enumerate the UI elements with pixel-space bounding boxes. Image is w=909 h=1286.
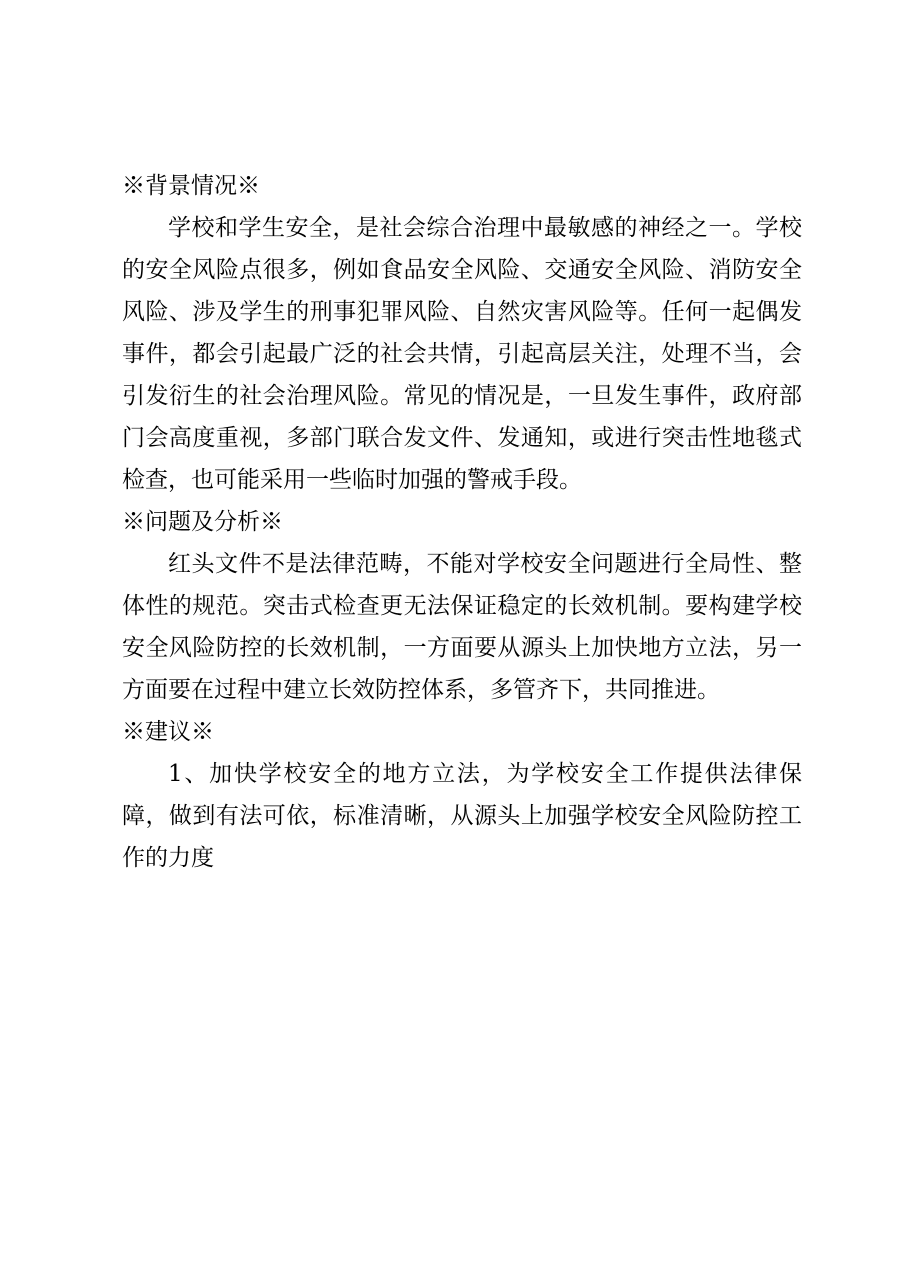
section-heading-background: ※背景情况※ bbox=[122, 173, 260, 199]
paragraph-problem-analysis: 红头文件不是法律范畴，不能对学校安全问题进行全局性、整体性的规范。突击式检查更无法保证稳定的长效机制。要构建学校安全风险防控的长效机制，一方面要从源头上加快地方立法，另一方面要在过程中建立长效防控体系，多管齐下，共同推进。 bbox=[122, 551, 802, 703]
paragraph-suggestion-1: 1、加快学校安全的地方立法，为学校安全工作提供法律保障，做到有法可依，标准清晰，从源头上加强学校安全风险防控工作的力度 bbox=[122, 761, 802, 871]
document-body bbox=[122, 165, 802, 879]
section-heading-suggestions: ※建议※ bbox=[122, 719, 214, 745]
paragraph-background: 学校和学生安全，是社会综合治理中最敏感的神经之一。学校的安全风险点很多，例如食品安全风险、交通安全风险、消防安全风险、涉及学生的刑事犯罪风险、自然灾害风险等。任何一起偶发事件，都会引起最广泛的社会共情，引起高层关注，处理不当，会引发衍生的社会治理风险。常见的情况是，一旦发生事件，政府部门会高度重视，多部门联合发文件、发通知，或进行突击性地毯式检查，也可能采用一些临时加强的警戒手段。 bbox=[122, 215, 802, 493]
section-heading-problem-analysis: ※问题及分析※ bbox=[122, 509, 283, 535]
